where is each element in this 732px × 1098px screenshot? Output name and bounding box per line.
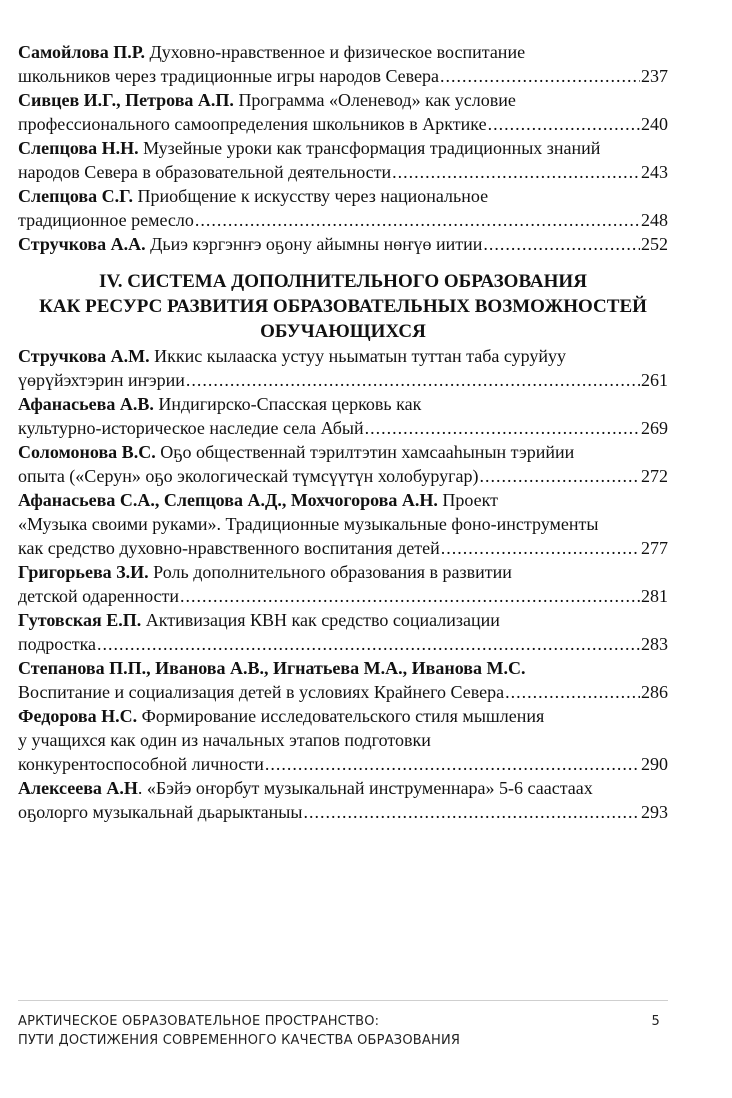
toc-entry[interactable] bbox=[18, 88, 668, 136]
entry-author: Афанасьева А.В. bbox=[18, 394, 154, 414]
entry-first-line bbox=[18, 704, 668, 728]
entry-author: Стручкова А.А. bbox=[18, 234, 146, 254]
entry-title: Программа «Оленевод» как условие bbox=[238, 90, 516, 110]
entry-title-end: Воспитание и социализация детей в условиях Крайнего Севера bbox=[18, 682, 505, 702]
footer-title-line-2: ПУТИ ДОСТИЖЕНИЯ СОВРЕМЕННОГО КАЧЕСТВА ОБРАЗОВАНИЯ bbox=[18, 1033, 461, 1048]
entry-title: Роль дополнительного образования в развитии bbox=[153, 562, 512, 582]
dot-leader bbox=[483, 232, 640, 256]
entry-author: Стручкова А.М. bbox=[18, 346, 150, 366]
dot-leader bbox=[440, 64, 640, 88]
section-heading-line: ОБУЧАЮЩИХСЯ bbox=[260, 321, 426, 342]
entry-first-line bbox=[18, 40, 668, 64]
entry-page-number: 272 bbox=[641, 466, 668, 486]
section-heading-line: IV. СИСТЕМА ДОПОЛНИТЕЛЬНОГО ОБРАЗОВАНИЯ bbox=[99, 271, 587, 292]
entry-first-line bbox=[18, 88, 668, 112]
entry-author: Слепцова С.Г. bbox=[18, 186, 134, 206]
entry-page-number: 237 bbox=[641, 66, 668, 86]
entry-title: Музейные уроки как трансформация традиционных знаний bbox=[143, 138, 601, 158]
dot-leader bbox=[441, 536, 640, 560]
entry-title: Оҕо общественнай тэрилтэтин хамсааһынын тэрийии bbox=[160, 442, 575, 462]
entry-first-line bbox=[18, 440, 668, 464]
entry-title: Проект bbox=[442, 490, 498, 510]
entry-title-end: детской одаренности bbox=[18, 586, 180, 606]
entry-title-end: как средство духовно-нравственного воспитания детей bbox=[18, 538, 440, 558]
entry-last-line bbox=[18, 632, 668, 656]
entry-last-line bbox=[18, 752, 668, 776]
toc-entry[interactable] bbox=[18, 488, 668, 560]
entry-title: Активизация КВН как средство социализации bbox=[145, 610, 500, 630]
toc-entry[interactable] bbox=[18, 608, 668, 656]
entry-title: Формирование исследовательского стиля мышления bbox=[141, 706, 545, 726]
toc-entry[interactable] bbox=[18, 232, 668, 256]
entry-last-line bbox=[18, 232, 668, 256]
entry-title-end: традиционное ремесло bbox=[18, 210, 194, 230]
footer-page-number: 5 bbox=[651, 1014, 660, 1029]
toc-entry[interactable] bbox=[18, 704, 668, 776]
dot-leader bbox=[505, 680, 640, 704]
entry-title-end: оҕолорго музыкальнай дьарыктаныы bbox=[18, 802, 303, 822]
entry-last-line bbox=[18, 584, 668, 608]
toc-entry[interactable] bbox=[18, 440, 668, 488]
entry-last-line bbox=[18, 680, 668, 704]
entry-first-line bbox=[18, 776, 668, 800]
entry-last-line bbox=[18, 368, 668, 392]
entry-first-line bbox=[18, 656, 668, 680]
entry-middle-line bbox=[18, 512, 668, 536]
entry-title: «Музыка своими руками». Традиционные музыкальные фоно-инструменты bbox=[18, 514, 599, 534]
entry-page-number: 281 bbox=[641, 586, 668, 606]
entry-page-number: 248 bbox=[641, 210, 668, 230]
entry-last-line bbox=[18, 800, 668, 824]
entry-page-number: 290 bbox=[641, 754, 668, 774]
entry-title: Дьиэ кэргэнҥэ оҕону айымны нөҥүө иитии bbox=[150, 234, 483, 254]
entry-title-end: культурно-историческое наследие села Абый bbox=[18, 418, 364, 438]
entry-title-end: конкурентоспособной личности bbox=[18, 754, 264, 774]
entry-title: Индигирско-Спасская церковь как bbox=[158, 394, 422, 414]
entry-last-line bbox=[18, 64, 668, 88]
dot-leader bbox=[392, 160, 640, 184]
entry-title-end: подростка bbox=[18, 634, 97, 654]
entry-author: Гутовская Е.П. bbox=[18, 610, 142, 630]
entry-title-end: профессионального самоопределения школьников в Арктике bbox=[18, 114, 487, 134]
entry-middle-line bbox=[18, 728, 668, 752]
toc-entry[interactable] bbox=[18, 184, 668, 232]
entry-first-line bbox=[18, 136, 668, 160]
entry-page-number: 286 bbox=[641, 682, 668, 702]
entry-first-line bbox=[18, 344, 668, 368]
table-of-contents bbox=[18, 40, 668, 824]
toc-entry[interactable] bbox=[18, 344, 668, 392]
entry-author: Сивцев И.Г., Петрова А.П. bbox=[18, 90, 234, 110]
entry-title: Духовно-нравственное и физическое воспитание bbox=[149, 42, 526, 62]
dot-leader bbox=[488, 112, 640, 136]
toc-entry[interactable] bbox=[18, 136, 668, 184]
entry-page-number: 277 bbox=[641, 538, 668, 558]
entry-first-line bbox=[18, 392, 668, 416]
footer-title-line-1: АРКТИЧЕСКОЕ ОБРАЗОВАТЕЛЬНОЕ ПРОСТРАНСТВО: bbox=[18, 1014, 380, 1029]
entry-last-line bbox=[18, 464, 668, 488]
entry-last-line bbox=[18, 208, 668, 232]
toc-entry[interactable] bbox=[18, 392, 668, 440]
section-heading-line: КАК РЕСУРС РАЗВИТИЯ ОБРАЗОВАТЕЛЬНЫХ ВОЗМОЖНОСТЕЙ bbox=[39, 296, 647, 317]
page-footer bbox=[18, 1012, 668, 1050]
dot-leader bbox=[303, 800, 640, 824]
entry-page-number: 261 bbox=[641, 370, 668, 390]
entry-last-line bbox=[18, 112, 668, 136]
entry-page-number: 243 bbox=[641, 162, 668, 182]
toc-entry[interactable] bbox=[18, 776, 668, 824]
section-heading bbox=[18, 269, 668, 344]
entry-first-line bbox=[18, 488, 668, 512]
entry-page-number: 293 bbox=[641, 802, 668, 822]
entry-author: Федорова Н.С. bbox=[18, 706, 138, 726]
entry-author: Степанова П.П., Иванова А.В., Игнатьева М.А., Иванова М.С. bbox=[18, 658, 526, 678]
entry-title-end: народов Севера в образовательной деятельности bbox=[18, 162, 392, 182]
entry-title: у учащихся как один из начальных этапов подготовки bbox=[18, 730, 431, 750]
entry-author: Соломонова В.С. bbox=[18, 442, 156, 462]
entry-author: Алексеева А.Н bbox=[18, 778, 138, 798]
entry-page-number: 269 bbox=[641, 418, 668, 438]
entry-last-line bbox=[18, 536, 668, 560]
entry-first-line bbox=[18, 608, 668, 632]
toc-entry[interactable] bbox=[18, 40, 668, 88]
dot-leader bbox=[265, 752, 640, 776]
entry-first-line bbox=[18, 184, 668, 208]
entry-last-line bbox=[18, 416, 668, 440]
entry-page-number: 240 bbox=[641, 114, 668, 134]
dot-leader bbox=[479, 464, 640, 488]
entry-title-end: опыта («Серун» оҕо экологическай түмсүүтүн холобуругар) bbox=[18, 466, 479, 486]
entry-title: . «Бэйэ оҥорбут музыкальнай инструменнара» 5-6 саастаах bbox=[137, 778, 593, 798]
entry-last-line bbox=[18, 160, 668, 184]
entry-title-end: үөрүйэхтэрин иҥэрии bbox=[18, 370, 185, 390]
dot-leader bbox=[195, 208, 640, 232]
entry-title-end: школьников через традиционные игры народов Севера bbox=[18, 66, 440, 86]
entry-author: Слепцова Н.Н. bbox=[18, 138, 139, 158]
entry-author: Афанасьева С.А., Слепцова А.Д., Мохчогорова А.Н. bbox=[18, 490, 438, 510]
dot-leader bbox=[97, 632, 640, 656]
dot-leader bbox=[365, 416, 640, 440]
entry-title: Приобщение к искусству через национальное bbox=[137, 186, 489, 206]
entry-page-number: 252 bbox=[641, 234, 668, 254]
footer-divider bbox=[18, 1000, 668, 1001]
entry-title-end bbox=[18, 232, 482, 256]
entry-page-number: 283 bbox=[641, 634, 668, 654]
dot-leader bbox=[180, 584, 640, 608]
entry-author: Самойлова П.Р. bbox=[18, 42, 146, 62]
toc-entry[interactable] bbox=[18, 656, 668, 704]
entry-title: Иккис кылааска устуу ньыматын туттан таба суруйуу bbox=[154, 346, 567, 366]
entry-author: Григорьева З.И. bbox=[18, 562, 149, 582]
toc-entry[interactable] bbox=[18, 560, 668, 608]
entry-first-line bbox=[18, 560, 668, 584]
dot-leader bbox=[186, 368, 640, 392]
